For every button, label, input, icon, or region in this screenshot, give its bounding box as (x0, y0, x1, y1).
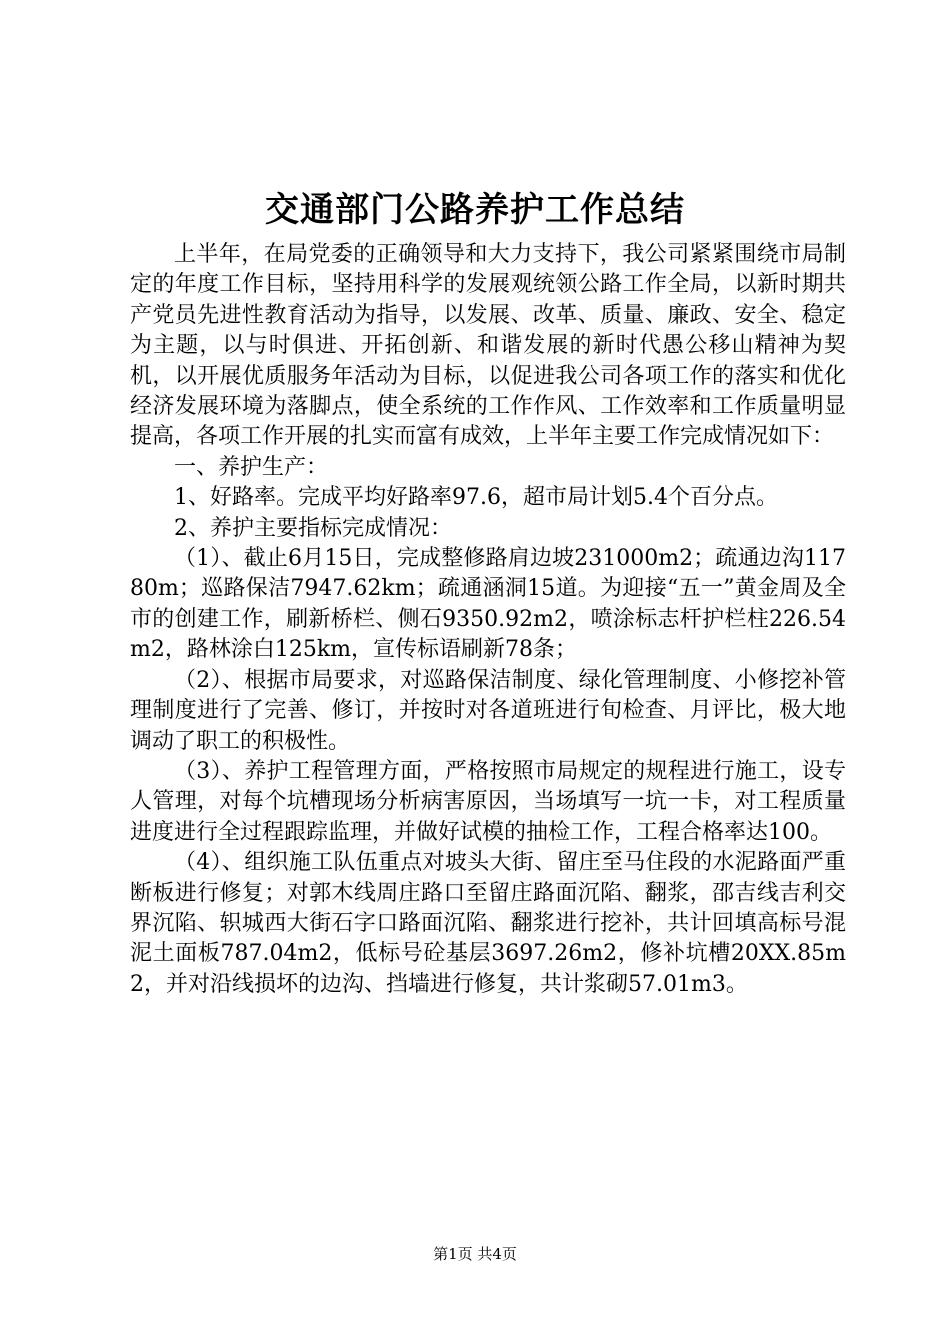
paragraph-item-4: （4）、组织施工队伍重点对坡头大街、留庄至马住段的水泥路面严重断板进行修复；对郭木线周庄路口至留庄路面沉陷、翻浆，邵吉线吉利交界沉陷、轵城西大街石字口路面沉陷、翻浆进行挖补，共计回填高标号混泥土面板787.04m2，低标号砼基层3697.26m2，修补坑槽20XX.85m2，并对沿线损坏的边沟、挡墙进行修复，共计浆砌57.01m3。 (130, 850, 846, 997)
paragraph-item-2: （2）、根据市局要求，对巡路保洁制度、绿化管理制度、小修挖补管理制度进行了完善、修订，并按时对各道班进行旬检查、月评比，极大地调动了职工的积极性。 (130, 667, 846, 754)
paragraph-item-3: （3）、养护工程管理方面，严格按照市局规定的规程进行施工，设专人管理，对每个坑槽现场分析病害原因，当场填写一坑一卡，对工程质量进度进行全过程跟踪监理，并做好试模的抽检工作，工程合格率达100。 (130, 758, 846, 845)
paragraph-indicators-heading: 2、养护主要指标完成情况： (174, 515, 452, 541)
document-body (130, 240, 846, 1000)
section-heading-maintenance: 一、养护生产： (174, 454, 329, 480)
document-title: 交通部门公路养护工作总结 (265, 190, 685, 230)
intro-paragraph: 上半年，在局党委的正确领导和大力支持下，我公司紧紧围绕市局制定的年度工作目标，坚持用科学的发展观统领公路工作全局，以新时期共产党员先进性教育活动为指导，以发展、改革、质量、廉政、安全、稳定为主题，以与时俱进、开拓创新、和谐发展的新时代愚公移山精神为契机，以开展优质服务年活动为目标，以促进我公司各项工作的落实和优化经济发展环境为落脚点，使全系统的工作作风、工作效率和工作质量明显提高，各项工作开展的扎实而富有成效，上半年主要工作完成情况如下： (130, 242, 846, 450)
paragraph-good-road-rate: 1、好路率。完成平均好路率97.6，超市局计划5.4个百分点。 (174, 485, 778, 511)
page-footer: 第1页 共4页 (433, 1245, 517, 1263)
paragraph-item-1: （1）、截止6月15日，完成整修路肩边坡231000m2；疏通边沟11780m；巡路保洁7947.62km；疏通涵洞15道。为迎接“五一”黄金周及全市的创建工作，刷新桥栏、侧石9350.92m2，喷涂标志杆护栏柱226.54m2，路林涂白125km，宣传标语刷新78条； (130, 546, 846, 663)
